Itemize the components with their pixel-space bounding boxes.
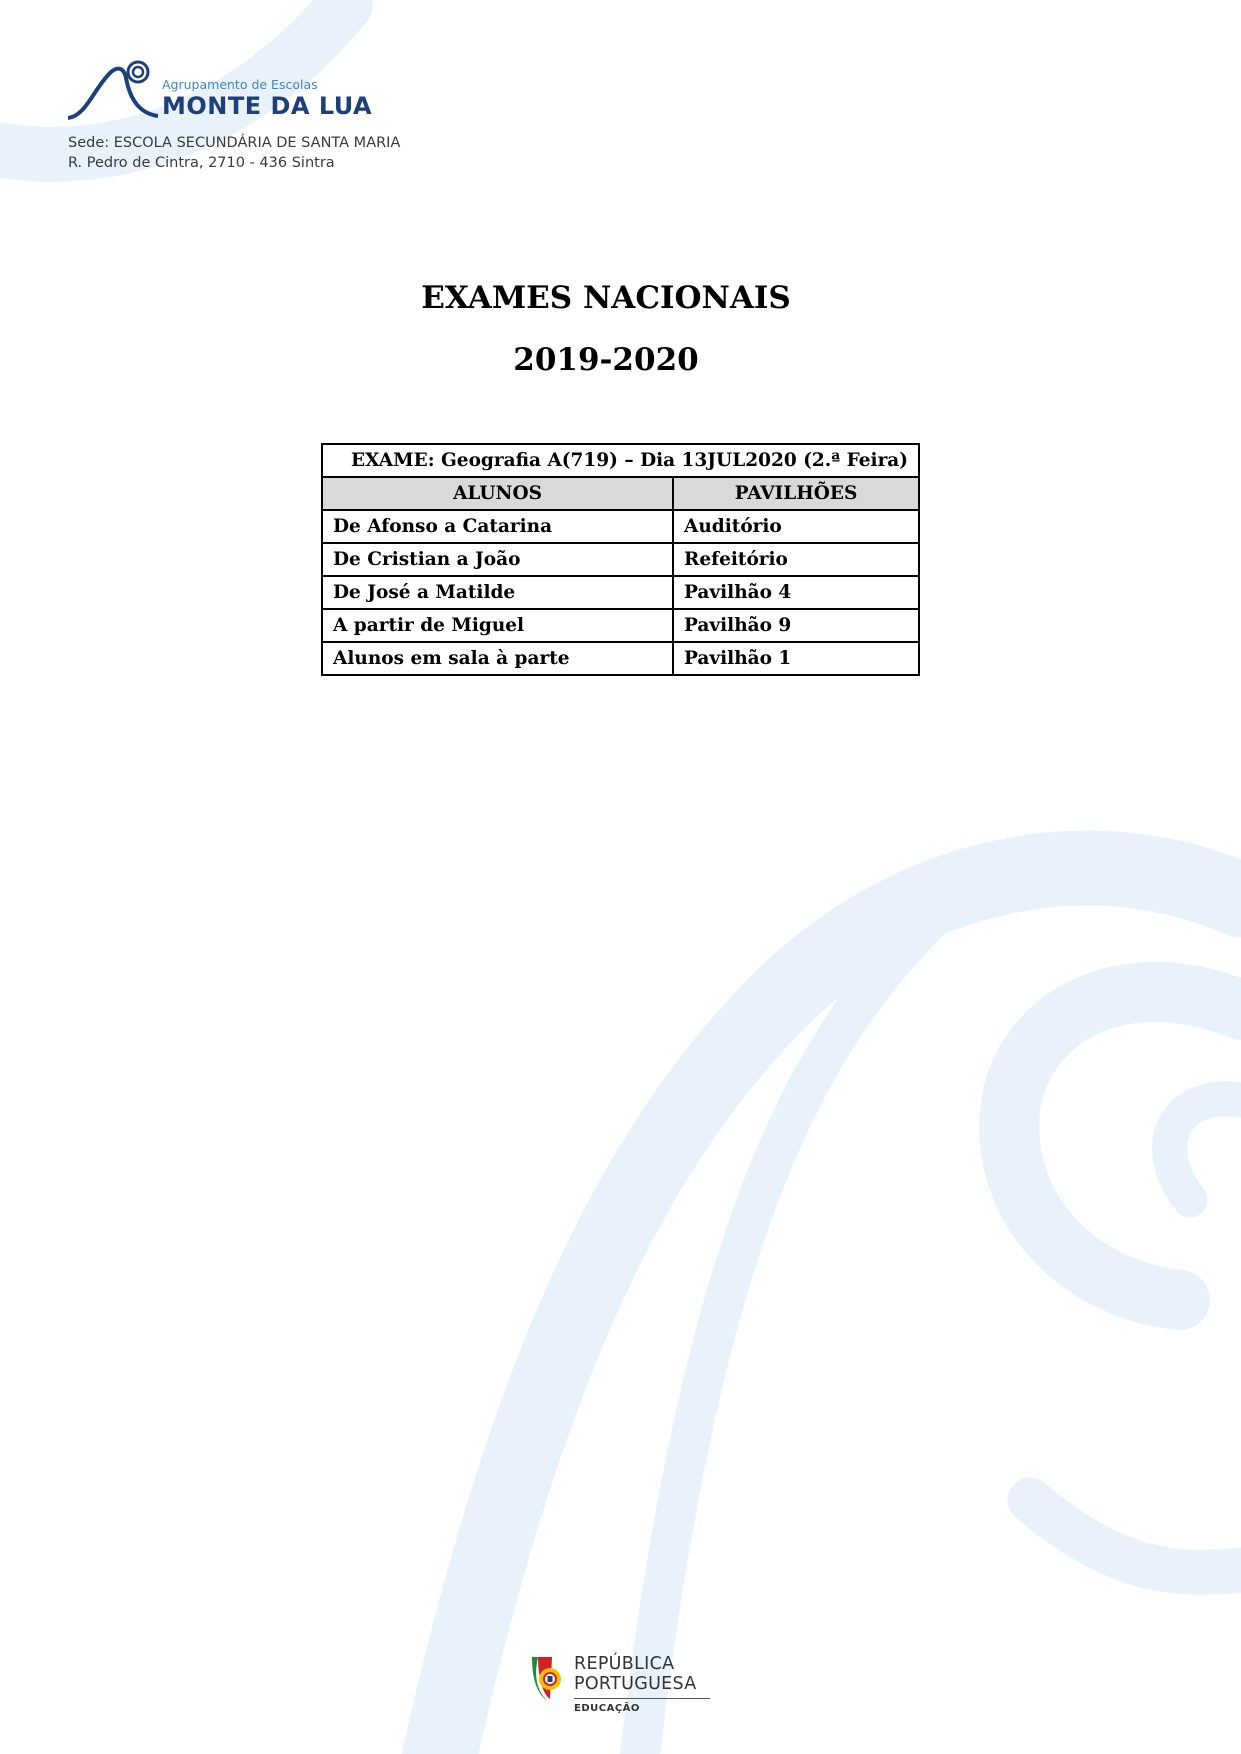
footer-line-portuguesa: PORTUGUESA — [574, 1674, 697, 1694]
logo-name: MONTE DA LUA — [162, 92, 373, 120]
footer-line-republica: REPÚBLICA — [574, 1654, 675, 1674]
exam-allocation-table — [321, 443, 920, 676]
table-cell-alunos: De Cristian a João — [322, 543, 673, 576]
table-caption-row — [322, 444, 919, 477]
table-row — [322, 642, 919, 675]
table-row — [322, 543, 919, 576]
table-cell-alunos: Alunos em sala à parte — [322, 642, 673, 675]
column-header-pavilhoes: PAVILHÕES — [673, 477, 919, 510]
table-cell-pavilhao: Pavilhão 4 — [673, 576, 919, 609]
table-row — [322, 609, 919, 642]
table-row — [322, 576, 919, 609]
logo-small-text: Agrupamento de Escolas — [162, 77, 318, 92]
table-cell-alunos: A partir de Miguel — [322, 609, 673, 642]
address-line-2: R. Pedro de Cintra, 2710 - 436 Sintra — [68, 155, 335, 171]
page-subtitle-year: 2019-2020 — [513, 342, 699, 378]
table-row — [322, 510, 919, 543]
table-cell-alunos: De Afonso a Catarina — [322, 510, 673, 543]
table-cell-pavilhao: Pavilhão 9 — [673, 609, 919, 642]
table-cell-pavilhao: Refeitório — [673, 543, 919, 576]
footer-line-educacao: EDUCAÇÃO — [574, 1703, 640, 1714]
exam-caption: EXAME: Geografia A(719) – Dia 13JUL2020 (2.ª Feira) — [322, 444, 919, 477]
footer-divider — [574, 1698, 710, 1699]
address-line-1: Sede: ESCOLA SECUNDÁRIA DE SANTA MARIA — [68, 135, 401, 151]
column-header-alunos: ALUNOS — [322, 477, 673, 510]
table-header-row — [322, 477, 919, 510]
table-cell-pavilhao: Pavilhão 1 — [673, 642, 919, 675]
monte-da-lua-logo-icon — [66, 58, 166, 123]
portugal-coat-of-arms-icon — [526, 1651, 568, 1703]
republica-portuguesa-logo — [574, 1654, 710, 1714]
page-title: EXAMES NACIONAIS — [421, 280, 791, 316]
table-cell-pavilhao: Auditório — [673, 510, 919, 543]
table-cell-alunos: De José a Matilde — [322, 576, 673, 609]
